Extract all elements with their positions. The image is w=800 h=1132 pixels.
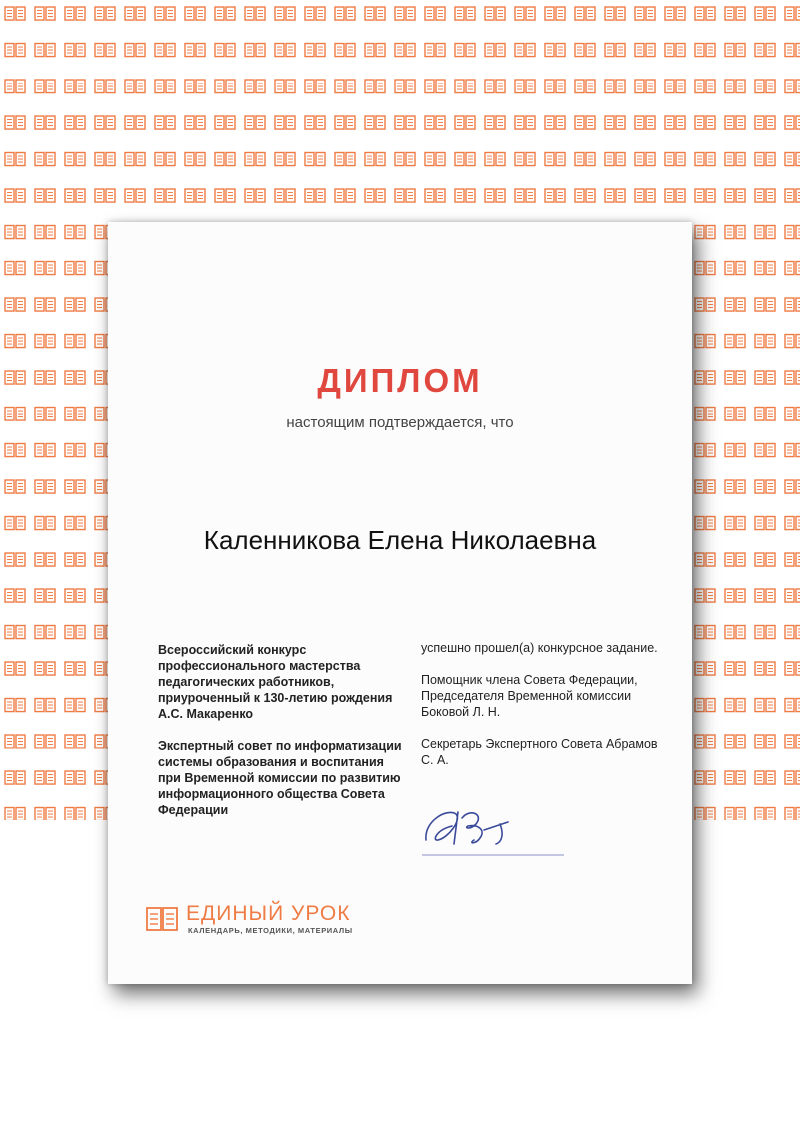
contest-description: Всероссийский конкурс профессионального мастерства педагогических работников, приуроченный к 130-летию рождения А.С. Макаренко <box>158 643 393 721</box>
diploma-sheet <box>108 222 692 984</box>
brand-logo <box>146 902 376 938</box>
diploma-title: ДИПЛОМ <box>317 362 483 399</box>
recipient-name: Каленникова Елена Николаевна <box>203 525 597 555</box>
result-text: успешно прошел(а) конкурсное задание. <box>421 641 658 655</box>
diploma-subtitle: настоящим подтверждается, что <box>286 414 514 431</box>
assistant-text: Помощник члена Совета Федерации, Председателя Временной комиссии Боковой Л. Н. <box>421 673 638 719</box>
left-column <box>158 642 408 834</box>
right-column <box>421 640 671 784</box>
logo-tagline: КАЛЕНДАРЬ, МЕТОДИКИ, МАТЕРИАЛЫ <box>188 926 353 935</box>
book-icon <box>146 906 178 932</box>
signature-icon <box>418 800 568 860</box>
council-description: Экспертный совет по информатизации системы образования и воспитания при Временной комиссии по развитию информационного общества Совета Федерации <box>158 739 402 817</box>
secretary-text: Секретарь Экспертного Совета Абрамов С. А. <box>421 737 658 767</box>
logo-name: ЕДИНЫЙ УРОК <box>186 902 351 925</box>
